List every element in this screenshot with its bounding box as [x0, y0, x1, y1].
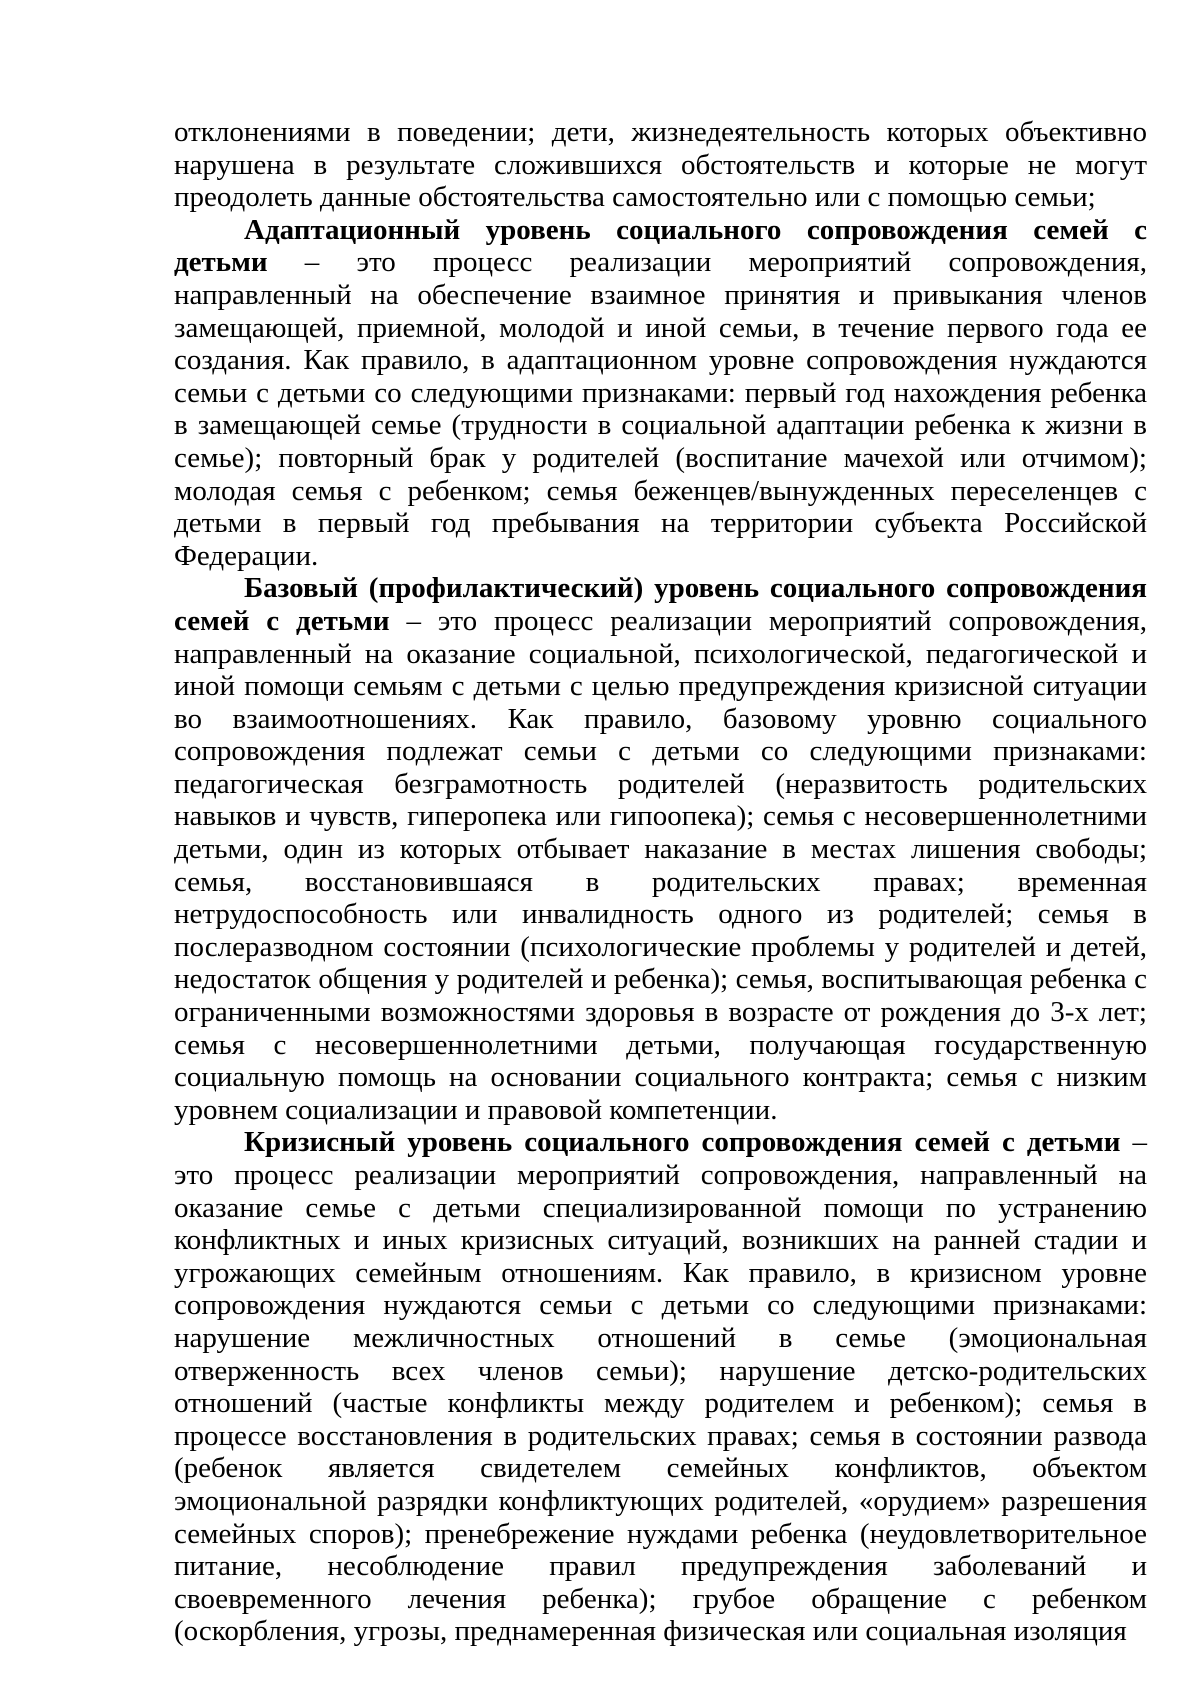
paragraph-text: отклонениями в поведении; дети, жизнедеятельность которых объективно нарушена в результате сложившихся обстоятельств и которые не могут преодолеть данные обстоятельства самостоятельно или с помощью семьи;	[174, 116, 1147, 214]
document-page	[174, 116, 1147, 1648]
paragraph-basic-level	[174, 572, 1147, 1126]
paragraph-crisis-level	[174, 1126, 1147, 1648]
paragraph-text: – это процесс реализации мероприятий сопровождения, направленный на оказание семье с детьми специализированной помощи по устранению конфликтных и иных кризисных ситуаций, возникших на ранней стадии и угрожающих семейным отношениям. Как правило, в кризисном уровне сопровождения нуждаются семьи с детьми со следующими признаками: нарушение межличностных отношений в семье (эмоциональная отверженность всех членов семьи); нарушение детско-родительских отношений (частые конфликты между родителем и ребенком); семья в процессе восстановления в родительских правах; семья в состоянии развода (ребенок является свидетелем семейных конфликтов, объектом эмоциональной разрядки конфликтующих родителей, «орудием» разрешения семейных споров); пренебрежение нуждами ребенка (неудовлетворительное питание, несоблюдение правил предупреждения заболеваний и своевременного лечения ребенка); грубое обращение с ребенком (оскорбления, угрозы, преднамеренная физическая или социальная изоляция	[174, 1126, 1148, 1648]
paragraph-continuation	[174, 116, 1147, 214]
paragraph-text: – это процесс реализации мероприятий сопровождения, направленный на оказание социальной, психологической, педагогической и иной помощи семьям с детьми с целью предупреждения кризисной ситуации во взаимоотношениях. Как правило, базовому уровню социального сопровождения подлежат семьи с детьми со следующими признаками: педагогическая безграмотность родителей (неразвитость родительских навыков и чувств, гиперопека или гипоопека); семья с несовершеннолетними детьми, один из которых отбывает наказание в местах лишения свободы; семья, восстановившаяся в родительских правах; временная нетрудоспособность или инвалидность одного из родителей; семья в послеразводном состоянии (психологические проблемы у родителей и детей, недостаток общения у родителей и ребенка); семья, воспитывающая ребенка с ограниченными возможностями здоровья в возрасте от рождения до 3-х лет; семья с несовершеннолетними детьми, получающая государственную социальную помощь на основании социального контракта; семья с низким уровнем социализации и правовой компетенции.	[174, 604, 1147, 1126]
paragraph-text: – это процесс реализации мероприятий сопровождения, направленный на обеспечение взаимное принятия и привыкания членов замещающей, приемной, молодой и иной семьи, в течение первого года ее создания. Как правило, в адаптационном уровне сопровождения нуждаются семьи с детьми со следующими признаками: первый год нахождения ребенка в замещающей семье (трудности в социальной адаптации ребенка к жизни в семье); повторный брак у родителей (воспитание мачехой или отчимом); молодая семья с ребенком; семья беженцев/вынужденных переселенцев с детьми в первый год пребывания на территории субъекта Российской Федерации.	[174, 246, 1147, 572]
paragraph-term: Кризисный уровень социального сопровождения семей с детьми	[244, 1126, 1121, 1159]
paragraph-adaptation-level	[174, 214, 1147, 573]
paragraph-term: Адаптационный уровень социального сопровождения семей с детьми	[174, 213, 1147, 279]
paragraph-term: Базовый (профилактический) уровень социального сопровождения семей с детьми	[174, 572, 1147, 637]
